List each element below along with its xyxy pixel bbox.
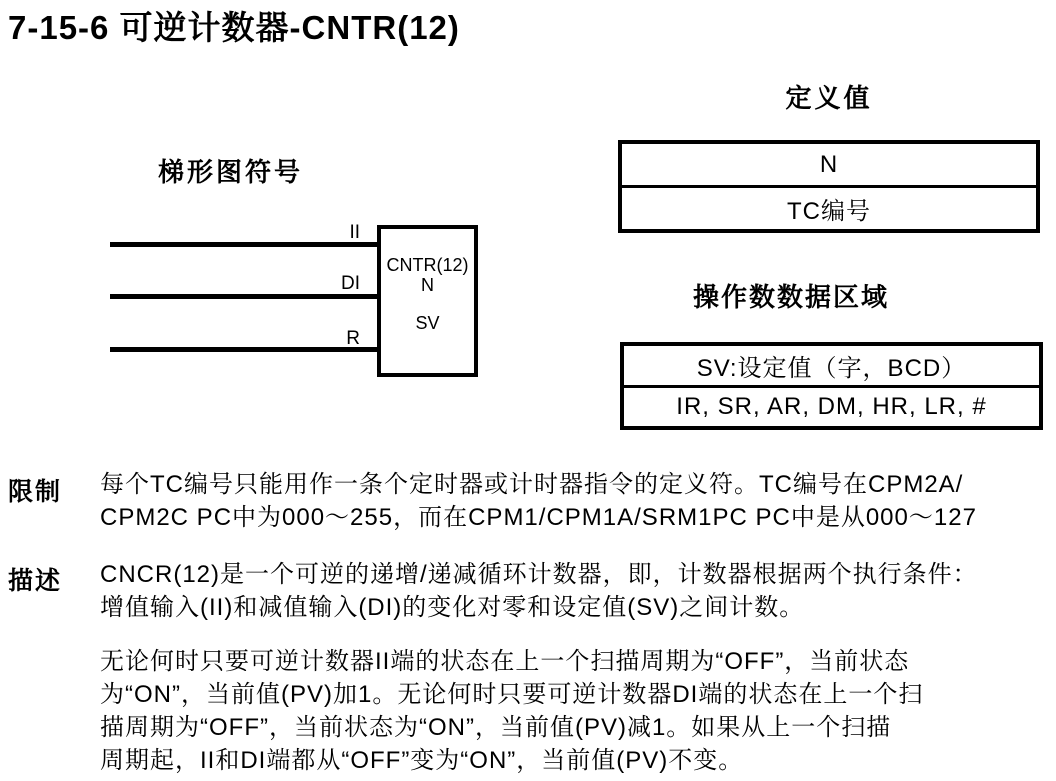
text-line: 每个TC编号只能用作一条个定时器或计时器指令的定义符。TC编号在CPM2A/ xyxy=(100,471,964,498)
definition-table xyxy=(618,140,1040,233)
instruction-operand-sv: SV xyxy=(415,313,440,333)
operand-table xyxy=(620,342,1043,430)
ladder-input-label-r: R xyxy=(346,328,360,349)
text-line: 周期起，II和DI端都从“OFF”变为“ON”，当前值(PV)不变。 xyxy=(100,747,744,774)
description-paragraph-2 xyxy=(100,645,1056,777)
instruction-operand-n: N xyxy=(421,275,434,295)
definition-table-row-n: N xyxy=(622,144,1036,188)
text-line: 描周期为“OFF”，当前状态为“ON”，当前值(PV)减1。如果从上一个扫描 xyxy=(100,714,892,741)
definition-table-heading: 定义值 xyxy=(785,83,873,113)
text-line: 无论何时只要可逆计数器II端的状态在上一个扫描周期为“OFF”，当前状态 xyxy=(100,648,910,675)
page-title: 7-15-6 可逆计数器-CNTR(12) xyxy=(8,9,460,46)
description-paragraph-1 xyxy=(100,558,1056,624)
operand-table-heading: 操作数数据区域 xyxy=(693,282,890,312)
operand-table-row-areas: IR, SR, AR, DM, HR, LR, # xyxy=(676,392,987,420)
operand-table-row-sv: SV:设定值（字，BCD） xyxy=(624,346,1039,388)
description-label: 描述 xyxy=(8,567,63,595)
ladder-diagram-heading: 梯形图符号 xyxy=(158,157,304,187)
text-line: 增值输入(II)和减值输入(DI)的变化对零和设定值(SV)之间计数。 xyxy=(100,594,805,621)
ladder-input-label-di: DI xyxy=(341,273,360,294)
text-line: 为“ON”，当前值(PV)加1。无论何时只要可逆计数器DI端的状态在上一个扫 xyxy=(100,681,924,708)
text-line: CNCR(12)是一个可逆的递增/递减循环计数器，即，计数器根据两个执行条件： xyxy=(100,561,978,588)
restriction-label: 限制 xyxy=(8,478,63,506)
ladder-input-label-ii: II xyxy=(349,222,360,243)
instruction-box xyxy=(377,225,478,377)
instruction-name: CNTR(12) xyxy=(386,255,469,275)
text-line: CPM2C PC中为000～255，而在CPM1/CPM1A/SRM1PC PC中是从000～127 xyxy=(100,504,977,531)
restriction-text xyxy=(100,468,1056,534)
definition-table-row-tc-number: TC编号 xyxy=(787,198,871,225)
